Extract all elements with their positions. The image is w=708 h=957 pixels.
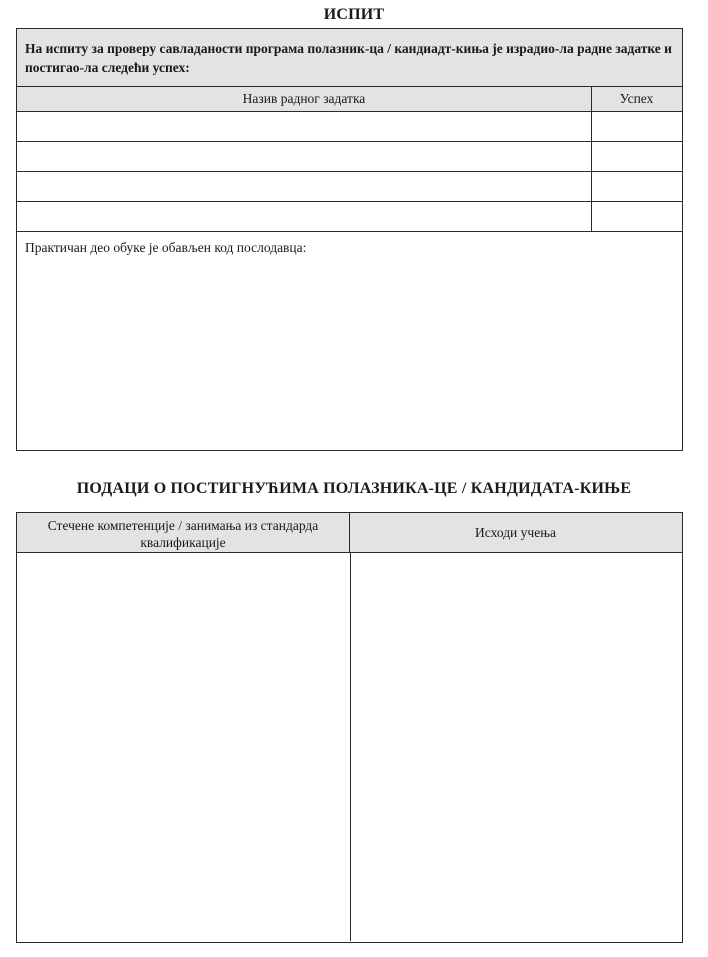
column-header-result: Успех [619,91,654,106]
exam-table-header [17,87,682,112]
column-divider [350,553,351,941]
achievements-table [16,512,683,943]
column-header-outcomes [350,513,681,552]
table-row [17,112,682,142]
task-name-cell[interactable] [17,172,592,201]
achievements-table-header [17,513,682,553]
column-header-competencies [17,513,350,552]
practical-training-label: Практичан део обуке је обављен код послодавца: [25,240,307,255]
achievements-section-title: ПОДАЦИ О ПОСТИГНУЋИМА ПОЛАЗНИКА-ЦЕ / КАНДИДАТА-КИЊЕ [76,480,632,497]
column-header-task-name: Назив радног задатка [17,87,592,111]
exam-section-title: ИСПИТ [323,6,385,23]
table-row [17,202,682,232]
table-row [17,172,682,202]
task-name-cell[interactable] [17,202,592,231]
task-name-cell[interactable] [17,112,592,141]
exam-form-box [16,28,683,451]
task-name-cell[interactable] [17,142,592,171]
exam-intro-text: На испиту за проверу савладаности програма полазник-ца / кандиадт-киња је израдио-ла радне задатке и постигао-ла следећи успех: [17,29,682,87]
result-cell[interactable] [592,172,681,201]
outcomes-header-label: Исходи учења [475,525,556,540]
competencies-header-label: Стечене компетенције / занимања из стандарда квалификације [47,518,319,550]
result-cell[interactable] [592,142,681,171]
result-cell[interactable] [592,202,681,231]
result-cell[interactable] [592,112,681,141]
table-row [17,142,682,172]
